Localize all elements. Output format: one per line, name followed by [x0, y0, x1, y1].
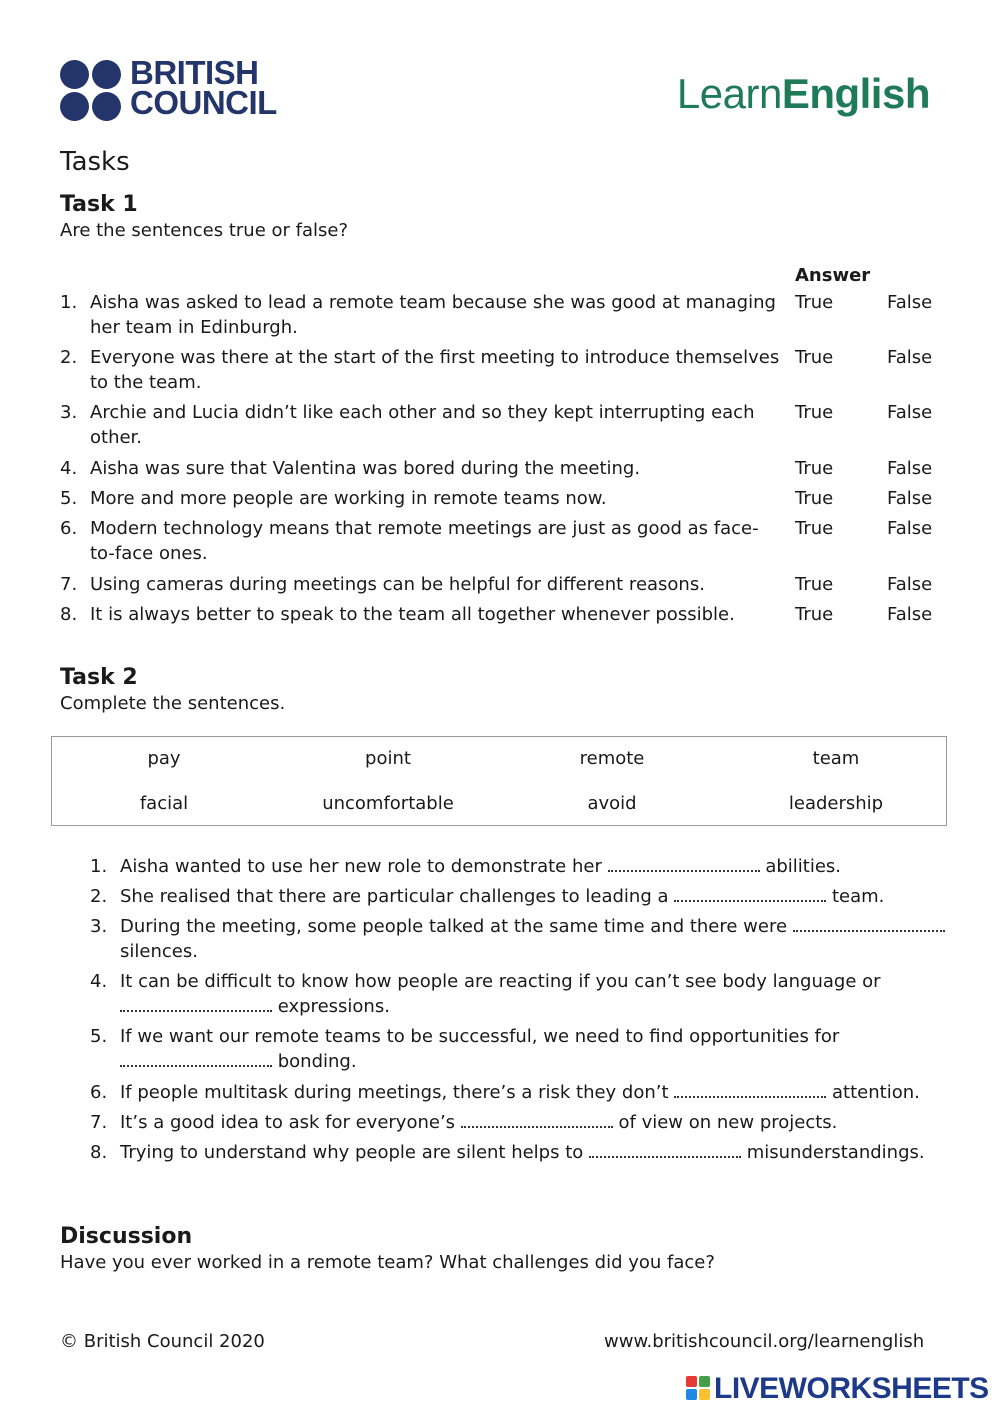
answer-blank[interactable]	[793, 916, 945, 932]
item-number: 3.	[90, 916, 108, 937]
sentence-after: attention.	[826, 1082, 920, 1103]
footer-url[interactable]: www.britishcouncil.org/learnenglish	[604, 1331, 925, 1352]
sentence-before: It can be difficult to know how people are reacting if you can’t see body language or	[120, 971, 881, 992]
false-option[interactable]: False	[887, 347, 933, 368]
item-number: 1.	[60, 292, 78, 313]
statement-text: Everyone was there at the start of the first meeting to introduce themselves to the team.	[90, 347, 780, 393]
false-option[interactable]: False	[887, 488, 933, 509]
discussion-question: Have you ever worked in a remote team? What challenges did you face?	[60, 1252, 715, 1273]
sentence-text	[120, 884, 950, 909]
item-number: 2.	[90, 886, 108, 907]
task2-instruction: Complete the sentences.	[60, 693, 286, 714]
item-number: 7.	[90, 1112, 108, 1133]
true-option[interactable]: True	[795, 292, 834, 313]
word-bank-item: pay	[147, 748, 181, 769]
copyright: © British Council 2020	[60, 1331, 265, 1352]
item-number: 1.	[90, 856, 108, 877]
sentence-after: of view on new projects.	[612, 1112, 838, 1133]
task2-heading: Task 2	[60, 665, 138, 690]
task1-instruction: Are the sentences true or false?	[60, 220, 349, 241]
sentence-before: Aisha wanted to use her new role to demonstrate her	[120, 856, 608, 877]
false-option[interactable]: False	[887, 292, 933, 313]
item-number: 3.	[60, 402, 78, 423]
sentence-text	[120, 1024, 950, 1074]
answer-blank[interactable]	[120, 996, 272, 1012]
item-number: 6.	[60, 518, 78, 539]
page-title: Tasks	[60, 147, 130, 177]
discussion-heading: Discussion	[60, 1224, 193, 1249]
sentence-text	[120, 1080, 950, 1105]
sentence-after: expressions.	[272, 996, 390, 1017]
sentence-before: During the meeting, some people talked at the same time and there were	[120, 916, 793, 937]
false-option[interactable]: False	[887, 574, 933, 595]
item-number: 5.	[90, 1026, 108, 1047]
true-option[interactable]: True	[795, 488, 834, 509]
statement-text: Aisha was sure that Valentina was bored during the meeting.	[90, 458, 641, 479]
statement-text: Using cameras during meetings can be helpful for different reasons.	[90, 574, 705, 595]
sentence-before: If we want our remote teams to be successful, we need to find opportunities for	[120, 1026, 840, 1047]
word-bank-item: facial	[139, 793, 189, 814]
statement-text: Archie and Lucia didn’t like each other and so they kept interrupting each other.	[90, 402, 755, 448]
word-bank	[51, 736, 947, 826]
true-option[interactable]: True	[795, 402, 834, 423]
liveworksheets-label: LIVEWORKSHEETS	[714, 1372, 989, 1405]
true-option[interactable]: True	[795, 518, 834, 539]
statement-text: More and more people are working in remote teams now.	[90, 488, 607, 509]
sentence-text	[120, 1140, 950, 1165]
item-number: 8.	[60, 604, 78, 625]
sentence-before: Trying to understand why people are silent helps to	[120, 1142, 590, 1163]
liveworksheets-logo-icon	[686, 1376, 710, 1400]
statement-text: Modern technology means that remote meetings are just as good as face-to-face ones.	[90, 518, 759, 564]
false-option[interactable]: False	[887, 458, 933, 479]
sentence-after: silences.	[120, 941, 198, 962]
false-option[interactable]: False	[887, 402, 933, 423]
sentence-before: It’s a good idea to ask for everyone’s	[120, 1112, 461, 1133]
british-council-logo-icon	[60, 60, 122, 122]
true-option[interactable]: True	[795, 458, 834, 479]
word-bank-item: avoid	[587, 793, 637, 814]
item-number: 7.	[60, 574, 78, 595]
item-number: 4.	[60, 458, 78, 479]
sentence-text	[120, 969, 950, 1019]
false-option[interactable]: False	[887, 604, 933, 625]
sentence-before: She realised that there are particular challenges to leading a	[120, 886, 675, 907]
learnenglish-logo: LearnEnglish	[676, 70, 930, 117]
true-option[interactable]: True	[795, 604, 834, 625]
sentence-after: misunderstandings.	[741, 1142, 925, 1163]
item-number: 2.	[60, 347, 78, 368]
sentence-after: team.	[826, 886, 885, 907]
answer-blank[interactable]	[120, 1051, 272, 1067]
true-option[interactable]: True	[795, 347, 834, 368]
sentence-before: If people multitask during meetings, there’s a risk they don’t	[120, 1082, 675, 1103]
sentence-text	[120, 914, 950, 964]
liveworksheets-branding	[686, 1372, 989, 1406]
word-bank-item: team	[812, 748, 860, 769]
sentence-after: abilities.	[759, 856, 842, 877]
false-option[interactable]: False	[887, 518, 933, 539]
statement-text: Aisha was asked to lead a remote team because she was good at managing her team in Edinburgh.	[90, 292, 776, 338]
answer-blank[interactable]	[589, 1142, 741, 1158]
sentence-text	[120, 854, 950, 879]
answer-blank[interactable]	[674, 1082, 826, 1098]
true-option[interactable]: True	[795, 574, 834, 595]
word-bank-item: remote	[579, 748, 645, 769]
item-number: 4.	[90, 971, 108, 992]
answer-blank[interactable]	[608, 856, 760, 872]
sentence-after: bonding.	[272, 1051, 357, 1072]
word-bank-item: leadership	[788, 793, 884, 814]
british-council-wordmark: BRITISH COUNCIL	[130, 54, 277, 121]
item-number: 5.	[60, 488, 78, 509]
sentence-text	[120, 1110, 950, 1135]
item-number: 8.	[90, 1142, 108, 1163]
item-number: 6.	[90, 1082, 108, 1103]
task1-heading: Task 1	[60, 192, 138, 217]
word-bank-item: uncomfortable	[322, 793, 454, 814]
answer-blank[interactable]	[674, 886, 826, 902]
answer-blank[interactable]	[461, 1112, 613, 1128]
statement-text: It is always better to speak to the team all together whenever possible.	[90, 604, 735, 625]
answer-column-header: Answer	[795, 265, 871, 286]
word-bank-item: point	[365, 748, 411, 769]
